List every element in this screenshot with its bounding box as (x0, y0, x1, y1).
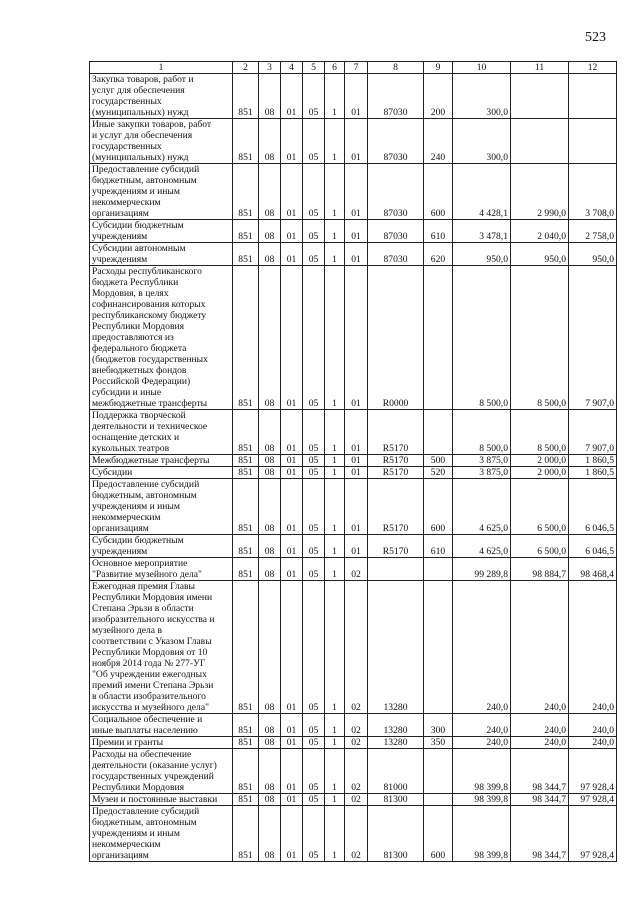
amount-cell: 950,0 (569, 243, 617, 266)
code-cell: 02 (345, 558, 368, 581)
code-cell: 05 (303, 558, 325, 581)
column-header: 5 (303, 62, 325, 74)
table-row (90, 266, 617, 410)
code-cell: 05 (303, 467, 325, 479)
code-cell: 08 (259, 737, 281, 749)
column-header: 8 (368, 62, 424, 74)
code-cell: 05 (303, 749, 325, 794)
row-name-cell: Предоставление субсидий бюджетным, автономным учреждениям и иным некоммерческим организациям (90, 806, 233, 862)
code-cell: 05 (303, 119, 325, 164)
code-cell: 08 (259, 714, 281, 737)
amount-cell: 240,0 (511, 581, 569, 714)
amount-cell: 3 478,1 (453, 220, 511, 243)
code-cell: 200 (424, 74, 453, 119)
table-row (90, 410, 617, 455)
amount-cell: 98 344,7 (511, 806, 569, 862)
code-cell: 600 (424, 479, 453, 535)
amount-cell: 950,0 (511, 243, 569, 266)
table-row (90, 749, 617, 794)
code-cell: 05 (303, 164, 325, 220)
code-cell: 01 (345, 74, 368, 119)
code-cell (424, 558, 453, 581)
code-cell: 851 (233, 243, 259, 266)
row-name-cell: Расходы республиканского бюджета Республики Мордовия, в целях софинансирования которых республиканскому бюджету Республики Мордовия предоставляются из федерального бюджета (бюджетов государственных внебюджетных фондов Российской Федерации) субсидии и иные межбюджетные трансферты (90, 266, 233, 410)
table-row (90, 794, 617, 806)
table-row (90, 737, 617, 749)
table-row (90, 714, 617, 737)
code-cell: 08 (259, 794, 281, 806)
code-cell: 87030 (368, 74, 424, 119)
table-row (90, 806, 617, 862)
table-row (90, 164, 617, 220)
code-cell: 620 (424, 243, 453, 266)
code-cell: 1 (325, 737, 345, 749)
row-name-cell: Субсидии (90, 467, 233, 479)
code-cell: 05 (303, 266, 325, 410)
amount-cell: 99 289,8 (453, 558, 511, 581)
code-cell: 08 (259, 467, 281, 479)
code-cell: 05 (303, 74, 325, 119)
row-name-cell: Поддержка творческой деятельности и техническое оснащение детских и кукольных театров (90, 410, 233, 455)
amount-cell: 8 500,0 (511, 266, 569, 410)
row-name-cell: Музеи и постоянные выставки (90, 794, 233, 806)
code-cell: 05 (303, 243, 325, 266)
code-cell: 851 (233, 558, 259, 581)
code-cell: 02 (345, 794, 368, 806)
code-cell: 08 (259, 558, 281, 581)
table-row (90, 558, 617, 581)
code-cell: 1 (325, 455, 345, 467)
code-cell: 851 (233, 737, 259, 749)
table-row (90, 119, 617, 164)
amount-cell: 300,0 (453, 74, 511, 119)
code-cell: 851 (233, 806, 259, 862)
code-cell: 01 (281, 535, 303, 558)
table-row (90, 243, 617, 266)
code-cell: 87030 (368, 119, 424, 164)
code-cell: 851 (233, 266, 259, 410)
code-cell: 01 (281, 737, 303, 749)
code-cell: 01 (281, 467, 303, 479)
code-cell: 08 (259, 581, 281, 714)
code-cell: 1 (325, 266, 345, 410)
amount-cell: 3 875,0 (453, 467, 511, 479)
row-name-cell: Иные закупки товаров, работ и услуг для обеспечения государственных (муниципальных) нужд (90, 119, 233, 164)
code-cell: 87030 (368, 164, 424, 220)
table-row (90, 455, 617, 467)
code-cell: 05 (303, 410, 325, 455)
amount-cell: 2 758,0 (569, 220, 617, 243)
code-cell: 01 (345, 467, 368, 479)
code-cell (368, 558, 424, 581)
amount-cell (569, 119, 617, 164)
code-cell: 1 (325, 164, 345, 220)
code-cell: 1 (325, 74, 345, 119)
code-cell: 05 (303, 535, 325, 558)
amount-cell: 1 860,5 (569, 455, 617, 467)
amount-cell: 7 907,0 (569, 266, 617, 410)
code-cell: 05 (303, 455, 325, 467)
code-cell: 1 (325, 243, 345, 266)
column-header: 4 (281, 62, 303, 74)
code-cell: 05 (303, 220, 325, 243)
code-cell: 13280 (368, 581, 424, 714)
table-row (90, 467, 617, 479)
row-name-cell: Субсидии бюджетным учреждениям (90, 220, 233, 243)
code-cell: 87030 (368, 220, 424, 243)
code-cell: 851 (233, 467, 259, 479)
amount-cell: 4 428,1 (453, 164, 511, 220)
row-name-cell: Предоставление субсидий бюджетным, автономным учреждениям и иным некоммерческим организациям (90, 479, 233, 535)
code-cell: 08 (259, 806, 281, 862)
amount-cell: 2 000,0 (511, 455, 569, 467)
row-name-cell: Основное мероприятие "Развитие музейного дела" (90, 558, 233, 581)
code-cell: 01 (281, 220, 303, 243)
code-cell: R5170 (368, 467, 424, 479)
code-cell: 01 (281, 714, 303, 737)
code-cell: 851 (233, 455, 259, 467)
amount-cell: 8 500,0 (511, 410, 569, 455)
code-cell: 02 (345, 749, 368, 794)
code-cell: 08 (259, 749, 281, 794)
code-cell: 1 (325, 535, 345, 558)
code-cell: 81300 (368, 806, 424, 862)
code-cell (424, 794, 453, 806)
code-cell: 05 (303, 714, 325, 737)
amount-cell: 6 046,5 (569, 479, 617, 535)
column-header: 9 (424, 62, 453, 74)
code-cell: 1 (325, 794, 345, 806)
code-cell: 05 (303, 737, 325, 749)
code-cell: 05 (303, 794, 325, 806)
table-row (90, 479, 617, 535)
code-cell: 01 (281, 479, 303, 535)
code-cell: R5170 (368, 455, 424, 467)
code-cell: 08 (259, 243, 281, 266)
code-cell: 01 (345, 455, 368, 467)
amount-cell: 98 399,8 (453, 806, 511, 862)
code-cell: R5170 (368, 410, 424, 455)
amount-cell: 240,0 (569, 714, 617, 737)
code-cell: 851 (233, 479, 259, 535)
column-header: 3 (259, 62, 281, 74)
code-cell: 81300 (368, 794, 424, 806)
code-cell: 01 (345, 479, 368, 535)
code-cell: 851 (233, 119, 259, 164)
code-cell: 08 (259, 479, 281, 535)
code-cell: 08 (259, 455, 281, 467)
code-cell: 851 (233, 164, 259, 220)
code-cell: 08 (259, 266, 281, 410)
code-cell: 13280 (368, 714, 424, 737)
column-header: 11 (511, 62, 569, 74)
code-cell: 851 (233, 220, 259, 243)
code-cell: 240 (424, 119, 453, 164)
code-cell: 01 (281, 243, 303, 266)
table-row (90, 581, 617, 714)
code-cell: 01 (281, 749, 303, 794)
code-cell: 1 (325, 749, 345, 794)
column-header: 12 (569, 62, 617, 74)
amount-cell: 6 046,5 (569, 535, 617, 558)
amount-cell (569, 74, 617, 119)
amount-cell: 240,0 (453, 714, 511, 737)
code-cell: 13280 (368, 737, 424, 749)
amount-cell: 97 928,4 (569, 794, 617, 806)
budget-table (89, 61, 617, 862)
code-cell: 08 (259, 535, 281, 558)
code-cell: 05 (303, 479, 325, 535)
code-cell: R5170 (368, 479, 424, 535)
code-cell: 300 (424, 714, 453, 737)
code-cell: 500 (424, 455, 453, 467)
page-number: 523 (585, 30, 606, 45)
code-cell: 01 (281, 410, 303, 455)
row-name-cell: Субсидии бюджетным учреждениям (90, 535, 233, 558)
amount-cell: 97 928,4 (569, 806, 617, 862)
code-cell: 851 (233, 749, 259, 794)
row-name-cell: Предоставление субсидий бюджетным, автономным учреждениям и иным некоммерческим организациям (90, 164, 233, 220)
code-cell: 01 (345, 410, 368, 455)
amount-cell: 2 040,0 (511, 220, 569, 243)
code-cell: 1 (325, 220, 345, 243)
code-cell: 01 (281, 558, 303, 581)
code-cell: 851 (233, 410, 259, 455)
code-cell: 01 (281, 119, 303, 164)
code-cell: 1 (325, 558, 345, 581)
code-cell: 02 (345, 737, 368, 749)
amount-cell: 98 399,8 (453, 749, 511, 794)
code-cell: 05 (303, 806, 325, 862)
amount-cell: 1 860,5 (569, 467, 617, 479)
amount-cell: 7 907,0 (569, 410, 617, 455)
code-cell: 1 (325, 806, 345, 862)
row-name-cell: Расходы на обеспечение деятельности (оказание услуг) государственных учреждений Республики Мордовия (90, 749, 233, 794)
amount-cell (511, 119, 569, 164)
amount-cell: 6 500,0 (511, 535, 569, 558)
code-cell: 01 (281, 74, 303, 119)
amount-cell: 240,0 (511, 714, 569, 737)
code-cell (424, 581, 453, 714)
code-cell (424, 749, 453, 794)
amount-cell: 6 500,0 (511, 479, 569, 535)
code-cell: 01 (281, 806, 303, 862)
column-header: 7 (345, 62, 368, 74)
amount-cell: 950,0 (453, 243, 511, 266)
amount-cell: 98 468,4 (569, 558, 617, 581)
code-cell: 520 (424, 467, 453, 479)
amount-cell: 240,0 (453, 581, 511, 714)
row-name-cell: Межбюджетные трансферты (90, 455, 233, 467)
code-cell: 01 (281, 581, 303, 714)
row-name-cell: Закупка товаров, работ и услуг для обеспечения государственных (муниципальных) нужд (90, 74, 233, 119)
code-cell: 01 (345, 119, 368, 164)
amount-cell: 3 708,0 (569, 164, 617, 220)
header-row (90, 62, 617, 74)
amount-cell: 98 399,8 (453, 794, 511, 806)
amount-cell: 240,0 (511, 737, 569, 749)
amount-cell: 4 625,0 (453, 479, 511, 535)
code-cell: 87030 (368, 243, 424, 266)
row-name-cell: Социальное обеспечение и иные выплаты населению (90, 714, 233, 737)
amount-cell: 98 884,7 (511, 558, 569, 581)
code-cell: 1 (325, 714, 345, 737)
code-cell (424, 410, 453, 455)
amount-cell: 240,0 (453, 737, 511, 749)
code-cell: 851 (233, 535, 259, 558)
amount-cell: 97 928,4 (569, 749, 617, 794)
row-name-cell: Премии и гранты (90, 737, 233, 749)
amount-cell: 98 344,7 (511, 749, 569, 794)
code-cell: 02 (345, 714, 368, 737)
column-header: 1 (90, 62, 233, 74)
code-cell: 851 (233, 581, 259, 714)
amount-cell: 8 500,0 (453, 266, 511, 410)
code-cell: 600 (424, 164, 453, 220)
code-cell: 01 (345, 243, 368, 266)
code-cell: 610 (424, 220, 453, 243)
code-cell: 01 (345, 266, 368, 410)
code-cell: 01 (281, 164, 303, 220)
code-cell: 1 (325, 119, 345, 164)
amount-cell: 3 875,0 (453, 455, 511, 467)
amount-cell (511, 74, 569, 119)
code-cell: 08 (259, 410, 281, 455)
row-name-cell: Ежегодная премия Главы Республики Мордовия имени Степана Эрьзи в области изобразительного искусства и музейного дела в соответствии с Указом Главы Республики Мордовия от 10 ноября 2014 года № 277-УГ "Об учреждении ежегодных премий имени Степана Эрьзи в области изобразительного искусства и музейного дела" (90, 581, 233, 714)
code-cell: 01 (281, 455, 303, 467)
code-cell: 01 (281, 266, 303, 410)
code-cell: 08 (259, 119, 281, 164)
table-row (90, 535, 617, 558)
column-header: 10 (453, 62, 511, 74)
code-cell: 02 (345, 581, 368, 714)
code-cell: 01 (281, 794, 303, 806)
code-cell: 01 (345, 535, 368, 558)
code-cell: 610 (424, 535, 453, 558)
code-cell: 08 (259, 164, 281, 220)
table-row (90, 220, 617, 243)
code-cell: 1 (325, 467, 345, 479)
code-cell: 1 (325, 410, 345, 455)
code-cell: 01 (345, 164, 368, 220)
code-cell: 851 (233, 794, 259, 806)
code-cell: 08 (259, 220, 281, 243)
amount-cell: 240,0 (569, 581, 617, 714)
amount-cell: 2 000,0 (511, 467, 569, 479)
code-cell (424, 266, 453, 410)
code-cell: 1 (325, 479, 345, 535)
amount-cell: 300,0 (453, 119, 511, 164)
column-header: 6 (325, 62, 345, 74)
code-cell: 851 (233, 74, 259, 119)
code-cell: 81000 (368, 749, 424, 794)
code-cell: 600 (424, 806, 453, 862)
amount-cell: 4 625,0 (453, 535, 511, 558)
code-cell: R0000 (368, 266, 424, 410)
code-cell: 05 (303, 581, 325, 714)
code-cell: R5170 (368, 535, 424, 558)
code-cell: 350 (424, 737, 453, 749)
amount-cell: 2 990,0 (511, 164, 569, 220)
amount-cell: 98 344,7 (511, 794, 569, 806)
row-name-cell: Субсидии автономным учреждениям (90, 243, 233, 266)
code-cell: 851 (233, 714, 259, 737)
code-cell: 08 (259, 74, 281, 119)
amount-cell: 240,0 (569, 737, 617, 749)
code-cell: 02 (345, 806, 368, 862)
column-header: 2 (233, 62, 259, 74)
code-cell: 01 (345, 220, 368, 243)
amount-cell: 8 500,0 (453, 410, 511, 455)
code-cell: 1 (325, 581, 345, 714)
table-row (90, 74, 617, 119)
